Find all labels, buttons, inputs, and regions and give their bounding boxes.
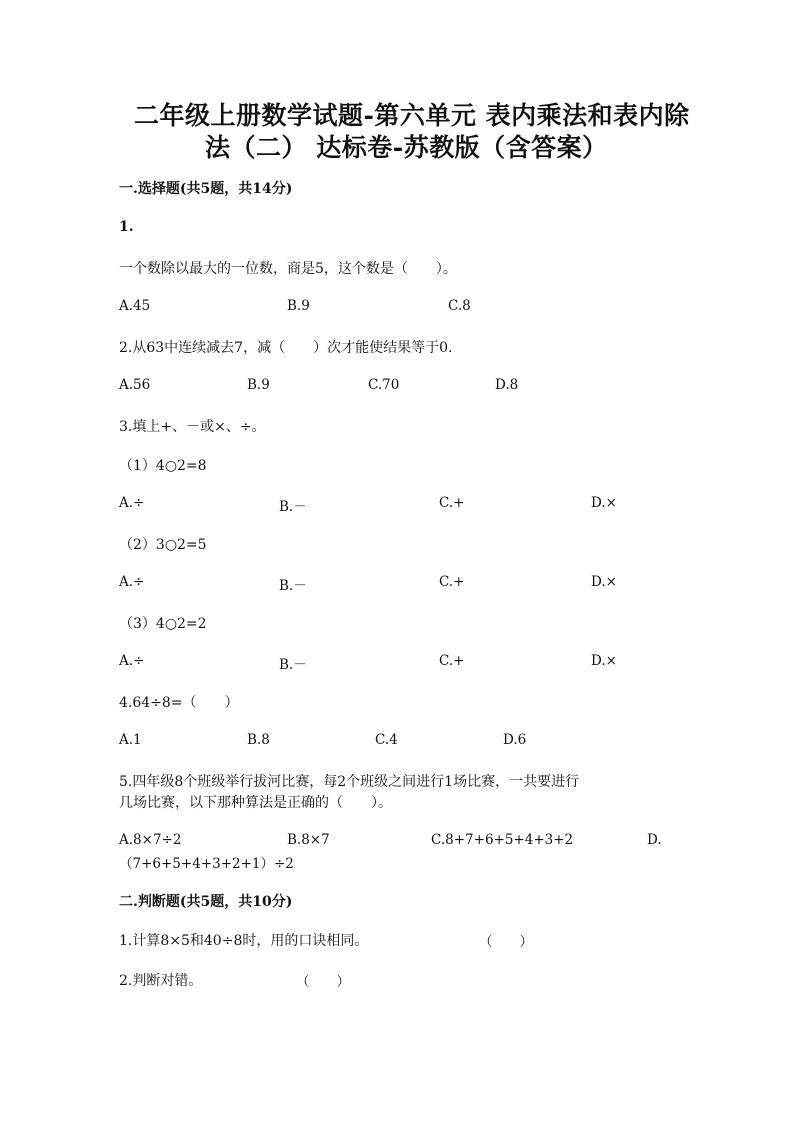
question-3-sub-1: （1）4○2=8 bbox=[119, 458, 207, 474]
q5-option-c: C.8+7+6+5+4+3+2 bbox=[431, 832, 574, 848]
question-1-number: 1. bbox=[119, 219, 134, 235]
question-3-sub-2: （2）3○2=5 bbox=[119, 537, 207, 553]
question-5-text-line-2: 几场比赛，以下那种算法是正确的（ ）。 bbox=[119, 795, 392, 811]
q4-option-a: A.1 bbox=[119, 732, 142, 748]
q2-option-b: B.9 bbox=[247, 377, 270, 393]
q3-1-option-d: D.× bbox=[591, 495, 617, 511]
q3-3-option-a: A.÷ bbox=[119, 653, 145, 669]
q3-3-option-d: D.× bbox=[591, 653, 617, 669]
q1-option-c: C.8 bbox=[448, 298, 471, 314]
q3-1-option-a: A.÷ bbox=[119, 495, 145, 511]
section-heading-choice: 一.选择题(共5题，共14分) bbox=[119, 181, 293, 197]
q3-2-option-d: D.× bbox=[591, 574, 617, 590]
document-title-line-1: 二年级上册数学试题-第六单元 表内乘法和表内除 bbox=[134, 101, 690, 130]
tf-question-2-text: 2.判断对错。 bbox=[119, 973, 203, 989]
q4-option-c: C.4 bbox=[375, 732, 398, 748]
q3-3-option-c: C.+ bbox=[439, 653, 465, 669]
q3-2-option-b: B.－ bbox=[279, 578, 307, 594]
q2-option-c: C.70 bbox=[368, 377, 400, 393]
q3-1-option-c: C.+ bbox=[439, 495, 465, 511]
q3-2-option-a: A.÷ bbox=[119, 574, 145, 590]
q5-option-d: D. bbox=[647, 832, 662, 848]
question-4-text: 4.64÷8=（ ） bbox=[119, 695, 239, 711]
question-2-text: 2.从63中连续减去7，减（ ）次才能使结果等于0. bbox=[119, 340, 453, 356]
tf-question-1-blank: （ ） bbox=[479, 934, 533, 950]
question-1-text: 一个数除以最大的一位数，商是5，这个数是（ ）。 bbox=[119, 261, 457, 277]
q1-option-b: B.9 bbox=[287, 298, 310, 314]
q5-option-d-continued: （7+6+5+4+3+2+1）÷2 bbox=[119, 856, 294, 872]
question-5-text-line-1: 5.四年级8个班级举行拔河比赛，每2个班级之间进行1场比赛，一共要进行 bbox=[119, 774, 580, 790]
question-3-text: 3.填上+、－或×、÷。 bbox=[119, 419, 266, 435]
q4-option-b: B.8 bbox=[247, 732, 270, 748]
document-title-line-2: 法（二） 达标卷-苏教版（含答案） bbox=[205, 133, 608, 162]
q4-option-d: D.6 bbox=[503, 732, 527, 748]
q3-3-option-b: B.－ bbox=[279, 657, 307, 673]
q1-option-a: A.45 bbox=[119, 298, 151, 314]
q3-1-option-b: B.－ bbox=[279, 499, 307, 515]
q5-option-a: A.8×7÷2 bbox=[119, 832, 182, 848]
tf-question-2-blank: （ ） bbox=[296, 974, 350, 990]
q2-option-d: D.8 bbox=[495, 377, 519, 393]
section-heading-true-false: 二.判断题(共5题，共10分) bbox=[119, 894, 293, 910]
q3-2-option-c: C.+ bbox=[439, 574, 465, 590]
q5-option-b: B.8×7 bbox=[287, 832, 330, 848]
tf-question-1-text: 1.计算8×5和40÷8时，用的口诀相同。 bbox=[119, 933, 369, 949]
q2-option-a: A.56 bbox=[119, 377, 151, 393]
question-3-sub-3: （3）4○2=2 bbox=[119, 616, 207, 632]
